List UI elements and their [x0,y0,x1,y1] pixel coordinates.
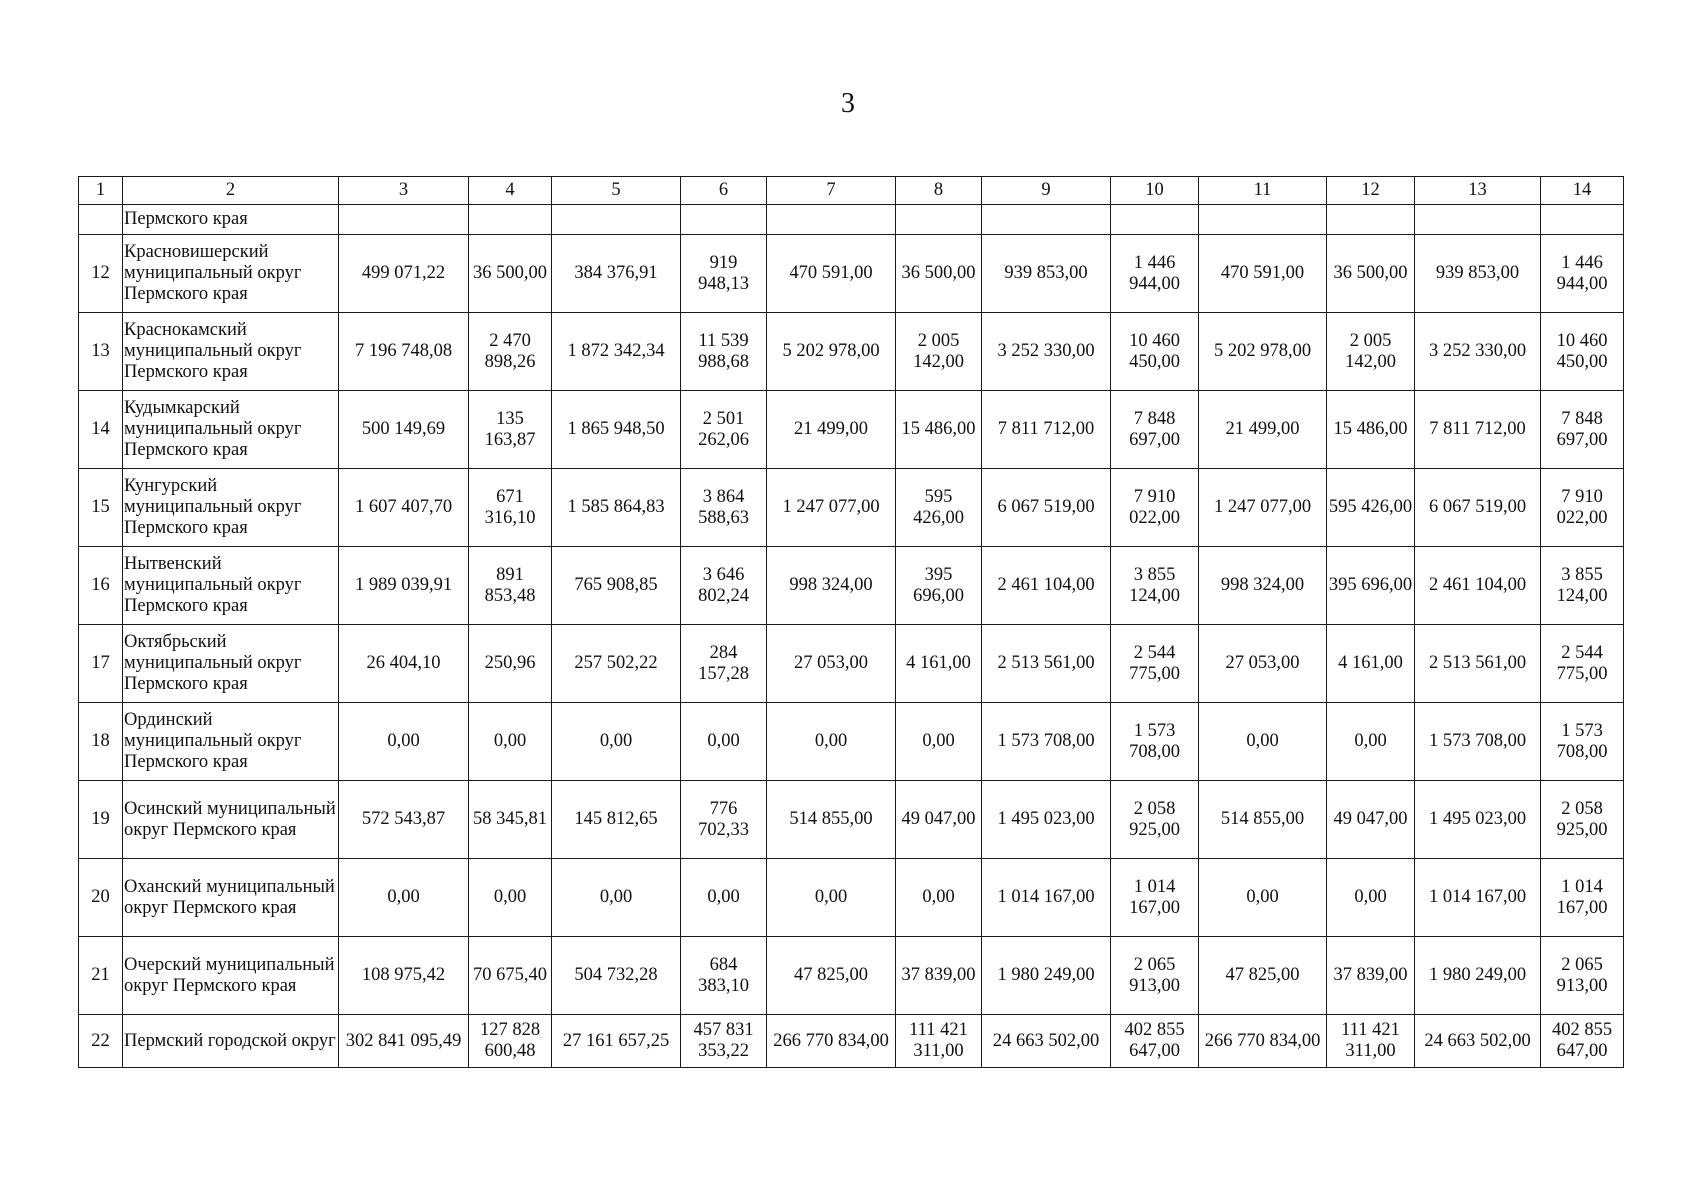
amount-cell: 402 855 647,00 [1111,1015,1199,1068]
amount-cell: 1 989 039,91 [339,547,469,625]
row-number [79,205,123,235]
amount-cell: 7 910 022,00 [1541,469,1624,547]
amount-cell: 5 202 978,00 [767,313,896,391]
column-number: 13 [1415,177,1541,205]
amount-cell: 1 980 249,00 [982,937,1111,1015]
amount-cell: 1 014 167,00 [1111,859,1199,937]
row-number: 20 [79,859,123,937]
municipality-name: Пермского края [123,205,339,235]
column-number: 11 [1199,177,1327,205]
amount-cell: 0,00 [1199,859,1327,937]
amount-cell: 0,00 [896,703,982,781]
municipality-name: Октябрьский муниципальный округ Пермского края [123,625,339,703]
amount-cell: 24 663 502,00 [982,1015,1111,1068]
amount-cell: 58 345,81 [469,781,552,859]
amount-cell: 257 502,22 [552,625,681,703]
amount-cell: 1 980 249,00 [1415,937,1541,1015]
amount-cell: 1 446 944,00 [1111,235,1199,313]
table-row [79,313,1624,391]
amount-cell: 7 848 697,00 [1541,391,1624,469]
table-row [79,547,1624,625]
amount-cell: 595 426,00 [896,469,982,547]
amount-cell: 470 591,00 [1199,235,1327,313]
amount-cell: 145 812,65 [552,781,681,859]
amount-cell: 1 014 167,00 [1541,859,1624,937]
amount-cell: 284 157,28 [681,625,767,703]
table-row [79,469,1624,547]
amount-cell: 1 607 407,70 [339,469,469,547]
row-number: 17 [79,625,123,703]
amount-cell: 998 324,00 [767,547,896,625]
column-number: 2 [123,177,339,205]
table-row [79,625,1624,703]
row-number: 18 [79,703,123,781]
amount-cell: 765 908,85 [552,547,681,625]
amount-cell: 500 149,69 [339,391,469,469]
amount-cell: 470 591,00 [767,235,896,313]
amount-cell: 1 495 023,00 [1415,781,1541,859]
column-number: 12 [1327,177,1415,205]
amount-cell: 3 252 330,00 [1415,313,1541,391]
amount-cell: 0,00 [339,703,469,781]
amount-cell: 10 460 450,00 [1541,313,1624,391]
amount-cell: 37 839,00 [1327,937,1415,1015]
amount-cell: 36 500,00 [1327,235,1415,313]
column-number: 3 [339,177,469,205]
row-number: 16 [79,547,123,625]
amount-cell: 1 247 077,00 [1199,469,1327,547]
row-number: 22 [79,1015,123,1068]
municipality-name: Пермский городской округ [123,1015,339,1068]
amount-cell: 24 663 502,00 [1415,1015,1541,1068]
row-number: 19 [79,781,123,859]
amount-cell: 3 864 588,63 [681,469,767,547]
amount-cell: 47 825,00 [1199,937,1327,1015]
municipality-name: Кудымкарский муниципальный округ Пермского края [123,391,339,469]
amount-cell: 3 855 124,00 [1111,547,1199,625]
amount-cell: 0,00 [339,859,469,937]
amount-cell: 1 573 708,00 [982,703,1111,781]
amount-cell: 998 324,00 [1199,547,1327,625]
amount-cell: 36 500,00 [469,235,552,313]
table-row [79,703,1624,781]
amount-cell: 250,96 [469,625,552,703]
amount-cell: 384 376,91 [552,235,681,313]
amount-cell: 49 047,00 [1327,781,1415,859]
amount-cell: 3 646 802,24 [681,547,767,625]
amount-cell: 2 501 262,06 [681,391,767,469]
amount-cell: 21 499,00 [767,391,896,469]
amount-cell: 919 948,13 [681,235,767,313]
amount-cell: 395 696,00 [896,547,982,625]
amount-cell: 2 470 898,26 [469,313,552,391]
amount-cell: 0,00 [767,859,896,937]
amount-cell: 2 005 142,00 [896,313,982,391]
amount-cell: 70 675,40 [469,937,552,1015]
municipality-name: Кунгурский муниципальный округ Пермского края [123,469,339,547]
amount-cell: 7 811 712,00 [982,391,1111,469]
amount-cell: 1 573 708,00 [1111,703,1199,781]
column-number: 10 [1111,177,1199,205]
municipality-name: Ординский муниципальный округ Пермского края [123,703,339,781]
amount-cell: 2 513 561,00 [982,625,1111,703]
amount-cell: 27 053,00 [1199,625,1327,703]
amount-cell: 499 071,22 [339,235,469,313]
amount-cell: 514 855,00 [1199,781,1327,859]
amount-cell: 0,00 [767,703,896,781]
row-number: 13 [79,313,123,391]
amount-cell: 2 065 913,00 [1111,937,1199,1015]
amount-cell: 2 058 925,00 [1111,781,1199,859]
municipality-name: Красновишерский муниципальный округ Пермского края [123,235,339,313]
amount-cell: 572 543,87 [339,781,469,859]
amount-cell: 0,00 [1327,703,1415,781]
row-number: 15 [79,469,123,547]
amount-cell: 939 853,00 [982,235,1111,313]
column-number: 14 [1541,177,1624,205]
amount-cell: 111 421 311,00 [896,1015,982,1068]
amount-cell: 27 053,00 [767,625,896,703]
amount-cell: 457 831 353,22 [681,1015,767,1068]
amount-cell: 395 696,00 [1327,547,1415,625]
table-row [79,235,1624,313]
amount-cell: 0,00 [681,859,767,937]
amount-cell: 891 853,48 [469,547,552,625]
amount-cell: 0,00 [552,703,681,781]
amount-cell: 1 573 708,00 [1415,703,1541,781]
amount-cell: 26 404,10 [339,625,469,703]
table-row [79,1015,1624,1068]
amount-cell: 2 544 775,00 [1541,625,1624,703]
amount-cell: 47 825,00 [767,937,896,1015]
amount-cell: 0,00 [896,859,982,937]
amount-cell: 2 058 925,00 [1541,781,1624,859]
amount-cell: 671 316,10 [469,469,552,547]
amount-cell: 0,00 [469,859,552,937]
amount-cell: 5 202 978,00 [1199,313,1327,391]
amount-cell: 7 811 712,00 [1415,391,1541,469]
amount-cell: 49 047,00 [896,781,982,859]
table-row [79,391,1624,469]
amount-cell: 1 865 948,50 [552,391,681,469]
amount-cell: 2 544 775,00 [1111,625,1199,703]
amount-cell: 504 732,28 [552,937,681,1015]
column-number: 5 [552,177,681,205]
amount-cell: 1 585 864,83 [552,469,681,547]
amount-cell: 36 500,00 [896,235,982,313]
municipality-name: Нытвенский муниципальный округ Пермского края [123,547,339,625]
row-number: 14 [79,391,123,469]
amount-cell: 2 005 142,00 [1327,313,1415,391]
amount-cell: 1 495 023,00 [982,781,1111,859]
amount-cell: 21 499,00 [1199,391,1327,469]
amount-cell: 595 426,00 [1327,469,1415,547]
column-number: 8 [896,177,982,205]
table-row [79,937,1624,1015]
table-row [79,859,1624,937]
column-number: 9 [982,177,1111,205]
amount-cell: 7 196 748,08 [339,313,469,391]
page-number: 3 [841,88,855,119]
amount-cell: 266 770 834,00 [1199,1015,1327,1068]
amount-cell: 2 513 561,00 [1415,625,1541,703]
amount-cell: 0,00 [1199,703,1327,781]
amount-cell: 939 853,00 [1415,235,1541,313]
amount-cell: 514 855,00 [767,781,896,859]
amount-cell: 3 252 330,00 [982,313,1111,391]
column-number: 7 [767,177,896,205]
amount-cell: 1 573 708,00 [1541,703,1624,781]
amount-cell: 111 421 311,00 [1327,1015,1415,1068]
amount-cell: 1 446 944,00 [1541,235,1624,313]
column-number: 1 [79,177,123,205]
amount-cell: 135 163,87 [469,391,552,469]
amount-cell: 4 161,00 [896,625,982,703]
municipality-name: Краснокамский муниципальный округ Пермского края [123,313,339,391]
amount-cell: 0,00 [1327,859,1415,937]
table-row [79,781,1624,859]
amount-cell: 7 848 697,00 [1111,391,1199,469]
column-number: 6 [681,177,767,205]
municipality-name: Очерский муниципальный округ Пермского края [123,937,339,1015]
amount-cell: 6 067 519,00 [1415,469,1541,547]
amount-cell: 776 702,33 [681,781,767,859]
amount-cell: 15 486,00 [896,391,982,469]
amount-cell: 1 247 077,00 [767,469,896,547]
amount-cell: 10 460 450,00 [1111,313,1199,391]
row-number: 21 [79,937,123,1015]
amount-cell: 3 855 124,00 [1541,547,1624,625]
continuation-row [79,205,1624,235]
column-number: 4 [469,177,552,205]
amount-cell: 7 910 022,00 [1111,469,1199,547]
amount-cell: 1 014 167,00 [1415,859,1541,937]
amount-cell: 11 539 988,68 [681,313,767,391]
municipality-name: Осинский муниципальный округ Пермского края [123,781,339,859]
budget-table [78,176,1624,1068]
amount-cell: 127 828 600,48 [469,1015,552,1068]
amount-cell: 266 770 834,00 [767,1015,896,1068]
amount-cell: 402 855 647,00 [1541,1015,1624,1068]
amount-cell: 2 461 104,00 [982,547,1111,625]
amount-cell: 0,00 [681,703,767,781]
column-number-row [79,177,1624,205]
amount-cell: 302 841 095,49 [339,1015,469,1068]
amount-cell: 37 839,00 [896,937,982,1015]
amount-cell: 1 014 167,00 [982,859,1111,937]
amount-cell: 4 161,00 [1327,625,1415,703]
amount-cell: 0,00 [552,859,681,937]
amount-cell: 0,00 [469,703,552,781]
amount-cell: 1 872 342,34 [552,313,681,391]
amount-cell: 108 975,42 [339,937,469,1015]
amount-cell: 2 461 104,00 [1415,547,1541,625]
amount-cell: 27 161 657,25 [552,1015,681,1068]
amount-cell: 15 486,00 [1327,391,1415,469]
row-number: 12 [79,235,123,313]
amount-cell: 6 067 519,00 [982,469,1111,547]
municipality-name: Оханский муниципальный округ Пермского края [123,859,339,937]
amount-cell: 684 383,10 [681,937,767,1015]
amount-cell: 2 065 913,00 [1541,937,1624,1015]
